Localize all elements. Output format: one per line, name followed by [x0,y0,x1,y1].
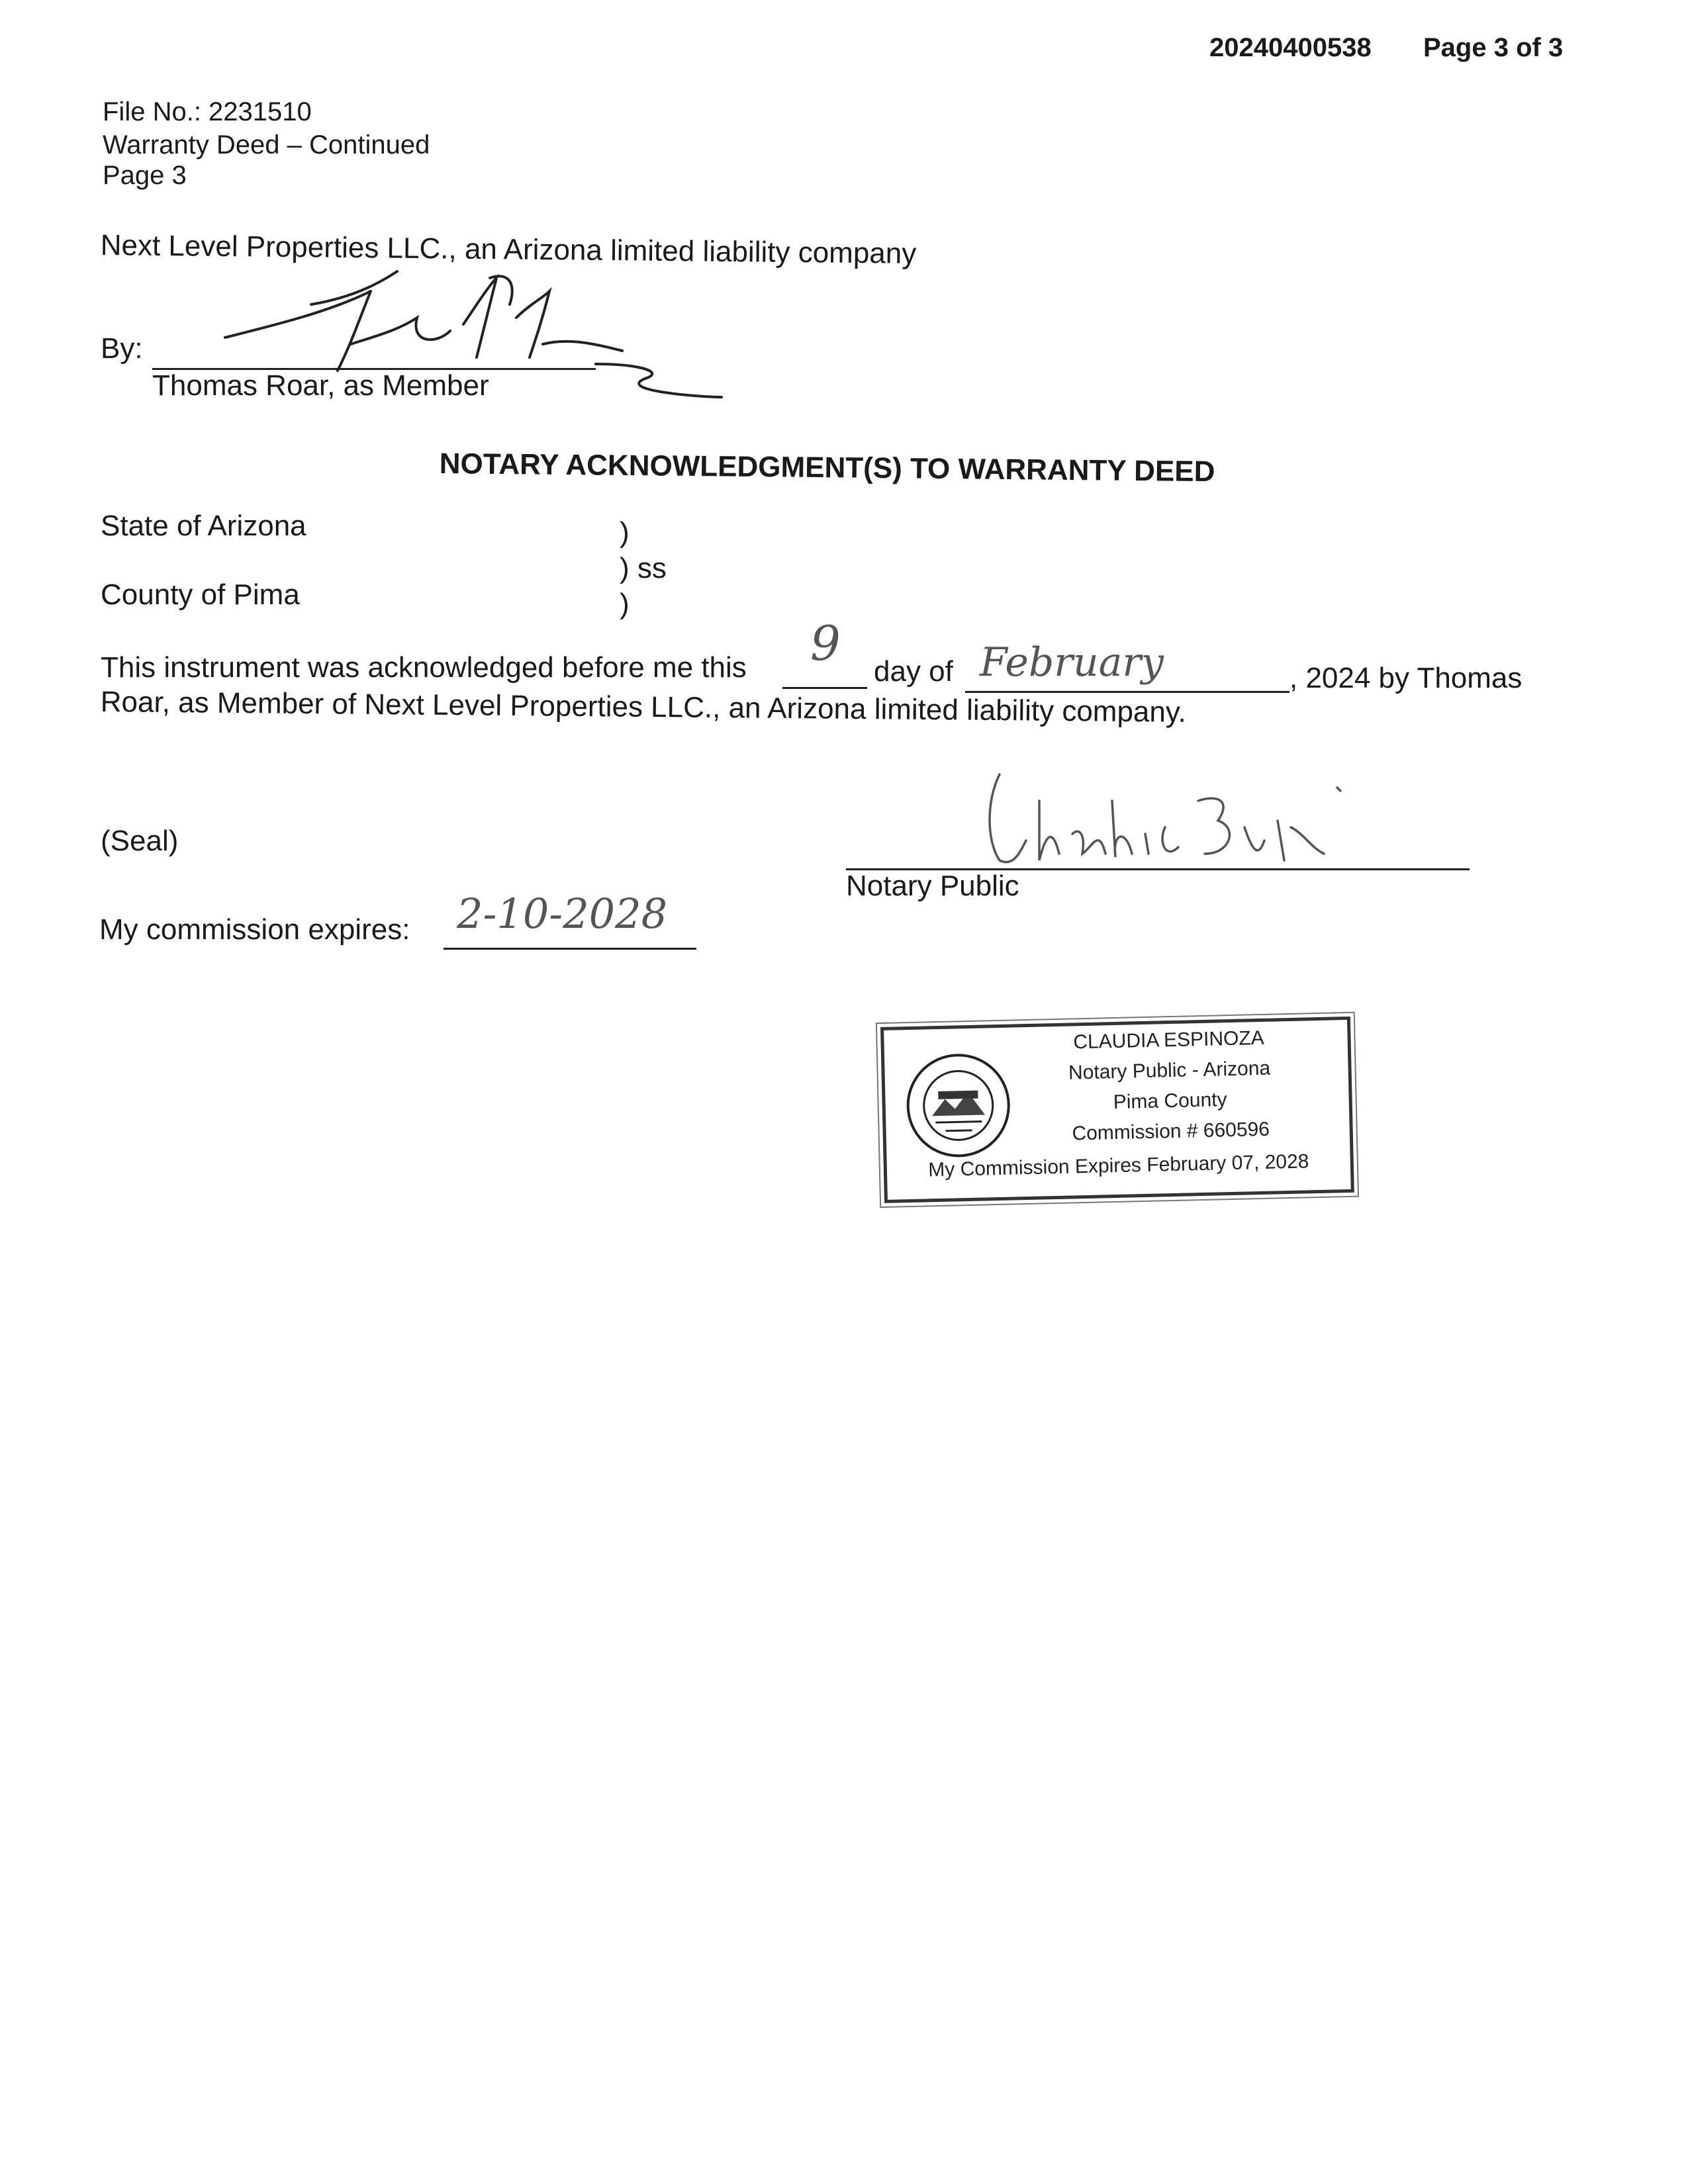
state-seal-icon [904,1052,1013,1160]
stamp-notary-name: CLAUDIA ESPINOZA [1073,1026,1265,1054]
file-number: File No.: 2231510 [103,97,312,126]
notary-stamp [880,1017,1354,1203]
ack-text-line2: Roar, as Member of Next Level Properties LLC., an Arizona limited liability company. [100,686,1187,729]
grantor-signature [199,265,741,410]
commission-expires-handwritten: 2-10-2028 [457,889,668,938]
venue-paren-ss: ) ss [620,552,667,584]
notary-section-title: NOTARY ACKNOWLEDGMENT(S) TO WARRANTY DEED [439,447,1215,488]
venue-state: State of Arizona [101,510,306,542]
notary-signature [980,761,1350,893]
venue-paren-bottom: ) [620,588,630,620]
ack-month-line [965,691,1289,693]
commission-label: My commission expires: [99,913,410,946]
ack-month-handwritten: February [980,639,1164,686]
page-indicator: Page 3 of 3 [1423,33,1564,62]
stamp-county: Pima County [1113,1089,1227,1114]
ack-text-part1: This instrument was acknowledged before me this [101,651,747,684]
stamp-commission-expires: My Commission Expires February 07, 2028 [927,1150,1309,1181]
stamp-notary-title: Notary Public - Arizona [1068,1057,1271,1084]
stamp-commission-number: Commission # 660596 [1072,1118,1270,1145]
page-number: Page 3 [103,161,187,190]
document-number: 20240400538 [1209,33,1372,62]
notary-public-label: Notary Public [846,870,1019,902]
grantor-entity: Next Level Properties LLC., an Arizona limited liability company [100,229,917,270]
seal-label: (Seal) [101,825,179,857]
by-label: By: [101,332,143,365]
signer-name: Thomas Roar, as Member [152,369,489,402]
venue-county: County of Pima [101,578,300,611]
commission-line [444,948,696,950]
venue-paren-top: ) [620,516,630,549]
document-title: Warranty Deed – Continued [103,130,430,159]
ack-day-handwritten: 9 [810,615,841,671]
ack-text-part2: day of [874,655,953,688]
ack-day-line [782,687,867,689]
ack-text-part3: , 2024 by Thomas [1289,662,1523,694]
